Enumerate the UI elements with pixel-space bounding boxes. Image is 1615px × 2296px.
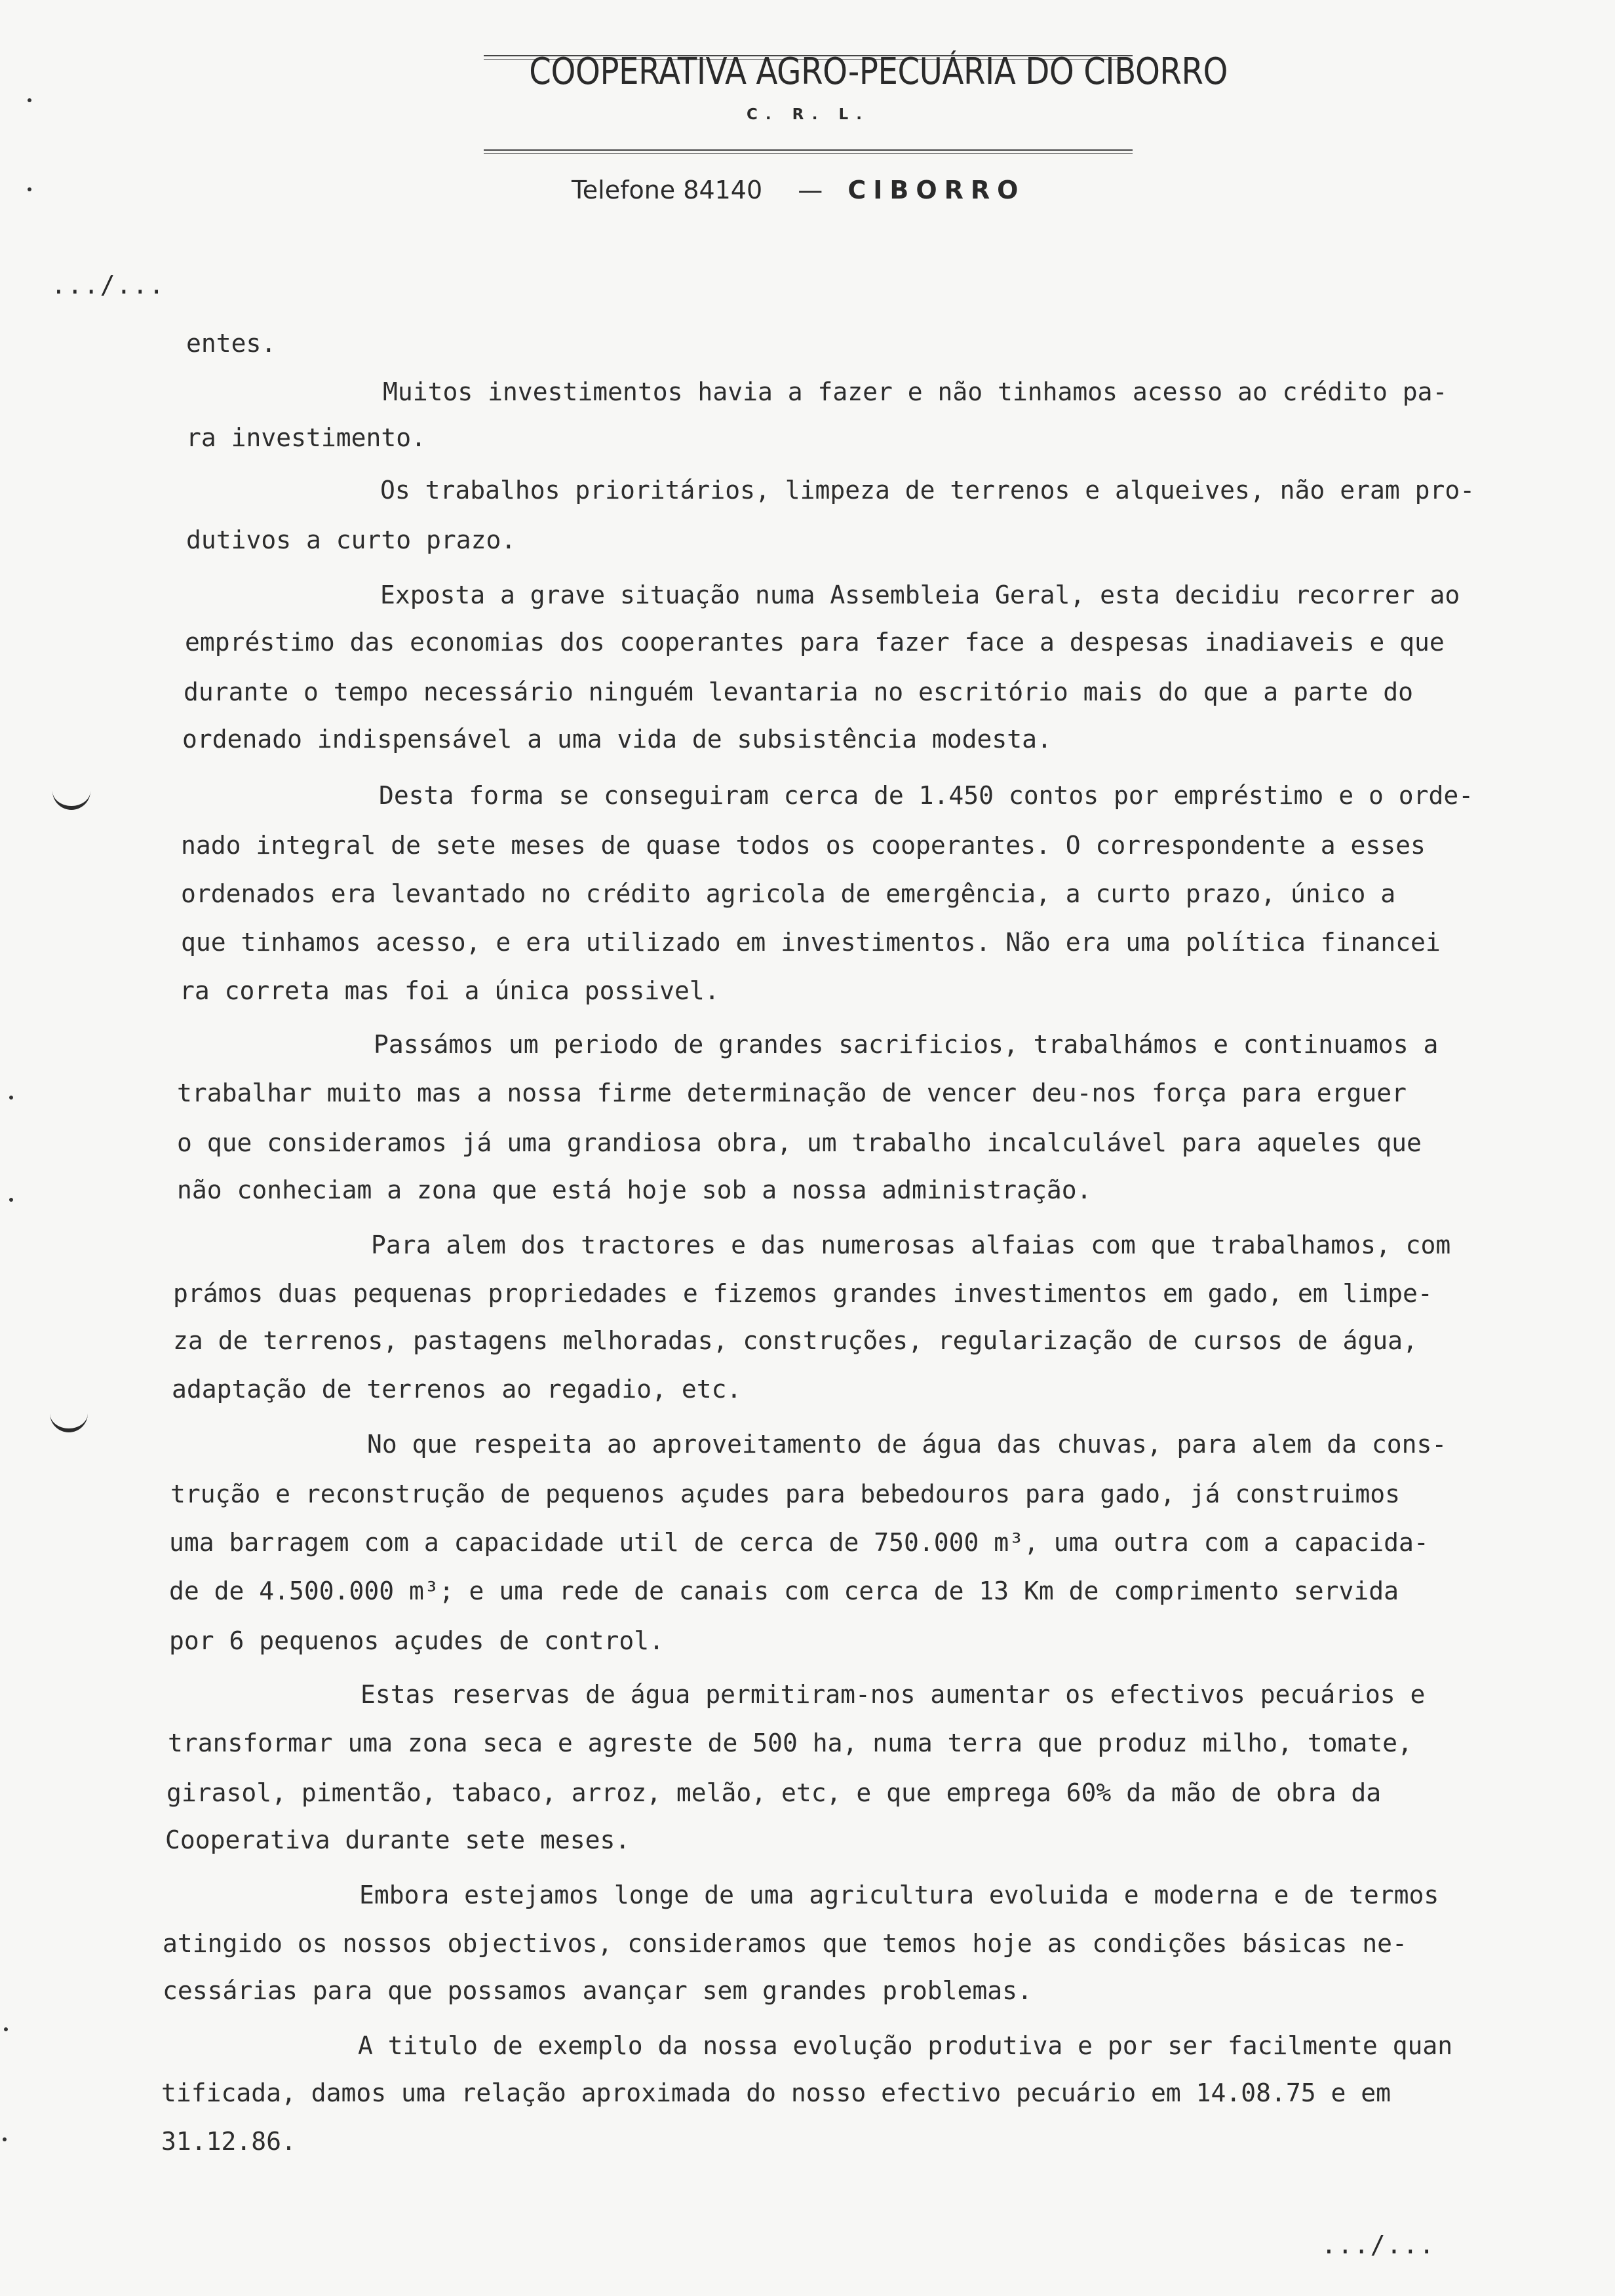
letterhead-bottom-rule — [484, 149, 1133, 151]
body-line: Cooperativa durante sete meses. — [165, 1826, 631, 1854]
margin-dot — [9, 1198, 13, 1202]
body-line: nado integral de sete meses de quase todos os cooperantes. O correspondente a esses — [181, 831, 1426, 860]
contact-separator: — — [798, 176, 823, 204]
margin-dot — [28, 187, 31, 191]
continuation-marker-start: .../... — [51, 271, 166, 299]
body-line: por 6 pequenos açudes de control. — [169, 1626, 664, 1655]
margin-dot — [9, 1096, 13, 1100]
body-line: A titulo de exemplo da nossa evolução produtiva e por ser facilmente quan — [358, 2031, 1453, 2060]
body-line: trução e reconstrução de pequenos açudes para bebedouros para gado, já construimos — [170, 1480, 1400, 1508]
body-line: Os trabalhos prioritários, limpeza de terrenos e alqueives, não eram pro- — [380, 476, 1475, 505]
phone-number: 84140 — [683, 176, 763, 204]
body-line: o que consideramos já uma grandiosa obra, um trabalho incalculável para aqueles que — [177, 1128, 1422, 1157]
contact-line — [572, 176, 1025, 204]
body-line: Para alem dos tractores e das numerosas alfaias com que trabalhamos, com — [371, 1231, 1451, 1259]
binder-hole-mark — [50, 1410, 88, 1432]
body-line: ra investimento. — [186, 423, 427, 452]
letterhead — [484, 50, 1228, 123]
organization-subtitle: C. R. L. — [747, 106, 870, 123]
phone-label: Telefone — [572, 176, 676, 204]
city-name: CIBORRO — [847, 176, 1026, 204]
body-line: ordenado indispensável a uma vida de subsistência modesta. — [182, 725, 1052, 754]
body-line: No que respeita ao aproveitamento de água das chuvas, para alem da cons- — [367, 1430, 1447, 1459]
body-line: que tinhamos acesso, e era utilizado em investimentos. Não era uma política financei — [181, 928, 1441, 957]
margin-dot — [28, 98, 31, 102]
margin-dot — [4, 2027, 8, 2031]
body-line: Exposta a grave situação numa Assembleia Geral, esta decidiu recorrer ao — [380, 581, 1460, 609]
body-line: atingido os nossos objectivos, consideramos que temos hoje as condições básicas ne- — [163, 1929, 1407, 1958]
body-line: Estas reservas de água permitiram-nos aumentar os efectivos pecuários e — [360, 1680, 1426, 1709]
body-line: dutivos a curto prazo. — [186, 526, 516, 554]
body-line: Desta forma se conseguiram cerca de 1.450 contos por empréstimo e o orde- — [379, 781, 1474, 810]
body-line: Passámos um periodo de grandes sacrificios, trabalhámos e continuamos a — [374, 1030, 1439, 1059]
body-line: empréstimo das economias dos cooperantes para fazer face a despesas inadiaveis e que — [185, 628, 1445, 657]
organization-name: COOPERATIVA AGRO-PECUÁRIA DO CIBORRO — [529, 50, 1228, 93]
body-line: girasol, pimentão, tabaco, arroz, melão, etc, e que emprega 60% da mão de obra da — [166, 1778, 1382, 1807]
margin-dot — [3, 2137, 7, 2141]
body-line: Embora estejamos longe de uma agricultura evoluida e moderna e de termos — [359, 1881, 1439, 1909]
body-line: ordenados era levantado no crédito agricola de emergência, a curto prazo, único a — [181, 879, 1396, 908]
continuation-marker-end: .../... — [1321, 2230, 1436, 2259]
body-line: prámos duas pequenas propriedades e fizemos grandes investimentos em gado, em limpe- — [173, 1279, 1433, 1308]
body-line: trabalhar muito mas a nossa firme determinação de vencer deu-nos força para erguer — [177, 1079, 1407, 1107]
body-line: 31.12.86. — [161, 2127, 296, 2156]
body-line: za de terrenos, pastagens melhoradas, construções, regularização de cursos de água, — [173, 1326, 1418, 1355]
body-line: tificada, damos uma relação aproximada do nosso efectivo pecuário em 14.08.75 e em — [161, 2078, 1391, 2107]
body-line: transformar uma zona seca e agreste de 500 ha, numa terra que produz milho, tomate, — [168, 1729, 1412, 1757]
body-line: Muitos investimentos havia a fazer e não tinhamos acesso ao crédito pa- — [383, 377, 1448, 406]
body-line: ra correta mas foi a única possivel. — [180, 976, 720, 1005]
binder-hole-mark — [52, 788, 90, 810]
letterhead-bottom-inner-rule — [484, 153, 1133, 154]
body-line: de de 4.500.000 m³; e uma rede de canais com cerca de 13 Km de comprimento servida — [169, 1577, 1399, 1605]
body-line: não conheciam a zona que está hoje sob a nossa administração. — [177, 1176, 1092, 1204]
body-line: adaptação de terrenos ao regadio, etc. — [172, 1375, 742, 1404]
body-line: cessárias para que possamos avançar sem grandes problemas. — [163, 1976, 1032, 2005]
body-line: durante o tempo necessário ninguém levantaria no escritório mais do que a parte do — [184, 678, 1413, 706]
body-line: uma barragem com a capacidade util de cerca de 750.000 m³, uma outra com a capacida- — [169, 1528, 1429, 1557]
body-line: entes. — [186, 329, 277, 358]
